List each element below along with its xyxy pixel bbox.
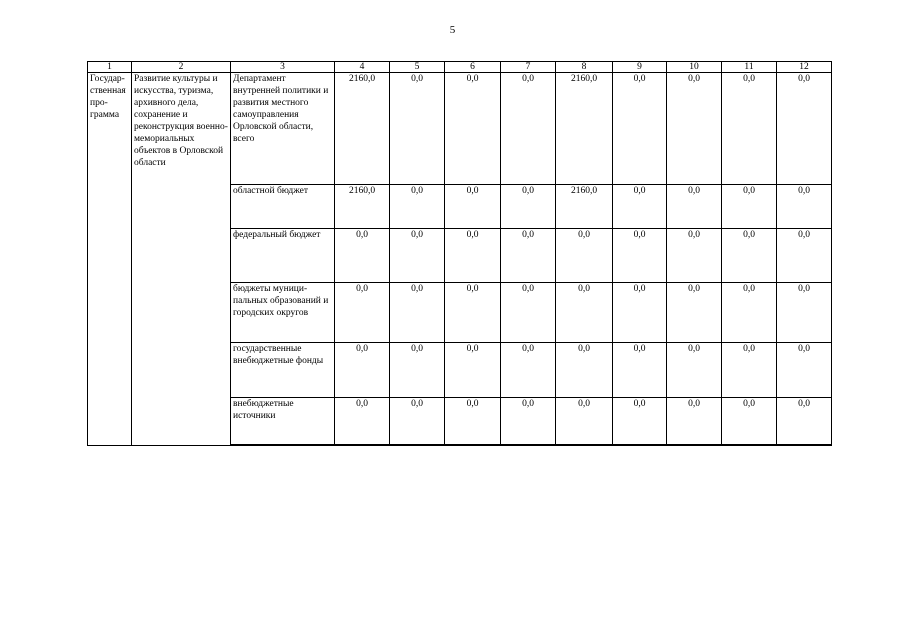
value-cell: 0,0 — [445, 185, 501, 229]
table-row — [88, 73, 832, 185]
value-cell: 0,0 — [335, 229, 390, 283]
value-cell: 0,0 — [501, 398, 556, 446]
column-number-10: 10 — [667, 62, 722, 73]
value-cell: 0,0 — [390, 185, 445, 229]
value-cell: 0,0 — [722, 229, 777, 283]
value-cell: 0,0 — [777, 185, 832, 229]
column-number-12: 12 — [777, 62, 832, 73]
value-cell: 0,0 — [501, 73, 556, 185]
value-cell: 0,0 — [501, 229, 556, 283]
value-cell: 0,0 — [390, 73, 445, 185]
value-cell: 0,0 — [777, 73, 832, 185]
value-cell: 0,0 — [722, 283, 777, 343]
value-cell: 0,0 — [613, 283, 667, 343]
value-cell: 2160,0 — [335, 73, 390, 185]
funding-source-cell: Департамент внутренней политики и развития местного самоуправления Орловской области, всего — [231, 73, 335, 185]
value-cell: 0,0 — [501, 343, 556, 398]
column-number-5: 5 — [390, 62, 445, 73]
value-cell: 0,0 — [445, 229, 501, 283]
value-cell: 0,0 — [777, 283, 832, 343]
value-cell: 0,0 — [445, 343, 501, 398]
funding-source-cell: внебюджетные источники — [231, 398, 335, 446]
status-cell: Государ-ственная про-грамма — [88, 73, 132, 446]
value-cell: 0,0 — [390, 398, 445, 446]
column-number-1: 1 — [88, 62, 132, 73]
budget-table — [87, 61, 832, 446]
value-cell: 0,0 — [613, 343, 667, 398]
value-cell: 0,0 — [722, 185, 777, 229]
value-cell: 0,0 — [722, 343, 777, 398]
column-number-row — [88, 62, 832, 73]
value-cell: 0,0 — [667, 343, 722, 398]
value-cell: 0,0 — [556, 283, 613, 343]
program-name-cell: Развитие культуры и искусства, туризма, архивного дела, сохранение и реконструкция военно-мемориальных объектов в Орловской области — [132, 73, 231, 446]
value-cell: 0,0 — [613, 73, 667, 185]
value-cell: 0,0 — [445, 398, 501, 446]
column-number-8: 8 — [556, 62, 613, 73]
column-number-7: 7 — [501, 62, 556, 73]
value-cell: 0,0 — [556, 229, 613, 283]
value-cell: 0,0 — [335, 398, 390, 446]
value-cell: 0,0 — [556, 398, 613, 446]
column-number-11: 11 — [722, 62, 777, 73]
value-cell: 0,0 — [390, 229, 445, 283]
funding-source-cell: государственные внебюджетные фонды — [231, 343, 335, 398]
value-cell: 0,0 — [613, 229, 667, 283]
value-cell: 0,0 — [613, 398, 667, 446]
value-cell: 0,0 — [445, 73, 501, 185]
value-cell: 0,0 — [390, 343, 445, 398]
value-cell: 0,0 — [613, 185, 667, 229]
value-cell: 0,0 — [667, 229, 722, 283]
value-cell: 0,0 — [445, 283, 501, 343]
value-cell: 0,0 — [777, 398, 832, 446]
column-number-2: 2 — [132, 62, 231, 73]
value-cell: 2160,0 — [556, 185, 613, 229]
value-cell: 0,0 — [722, 398, 777, 446]
column-number-9: 9 — [613, 62, 667, 73]
funding-source-cell: бюджеты муници-пальных образований и городских округов — [231, 283, 335, 343]
value-cell: 0,0 — [777, 343, 832, 398]
funding-source-cell: федеральный бюджет — [231, 229, 335, 283]
value-cell: 0,0 — [722, 73, 777, 185]
column-number-6: 6 — [445, 62, 501, 73]
value-cell: 0,0 — [335, 343, 390, 398]
value-cell: 0,0 — [390, 283, 445, 343]
value-cell: 0,0 — [777, 229, 832, 283]
value-cell: 0,0 — [667, 185, 722, 229]
column-number-4: 4 — [335, 62, 390, 73]
value-cell: 2160,0 — [335, 185, 390, 229]
value-cell: 0,0 — [667, 283, 722, 343]
value-cell: 0,0 — [556, 343, 613, 398]
value-cell: 2160,0 — [556, 73, 613, 185]
value-cell: 0,0 — [667, 398, 722, 446]
value-cell: 0,0 — [501, 283, 556, 343]
page-number: 5 — [449, 24, 456, 36]
column-number-3: 3 — [231, 62, 335, 73]
funding-source-cell: областной бюджет — [231, 185, 335, 229]
value-cell: 0,0 — [501, 185, 556, 229]
value-cell: 0,0 — [667, 73, 722, 185]
value-cell: 0,0 — [335, 283, 390, 343]
